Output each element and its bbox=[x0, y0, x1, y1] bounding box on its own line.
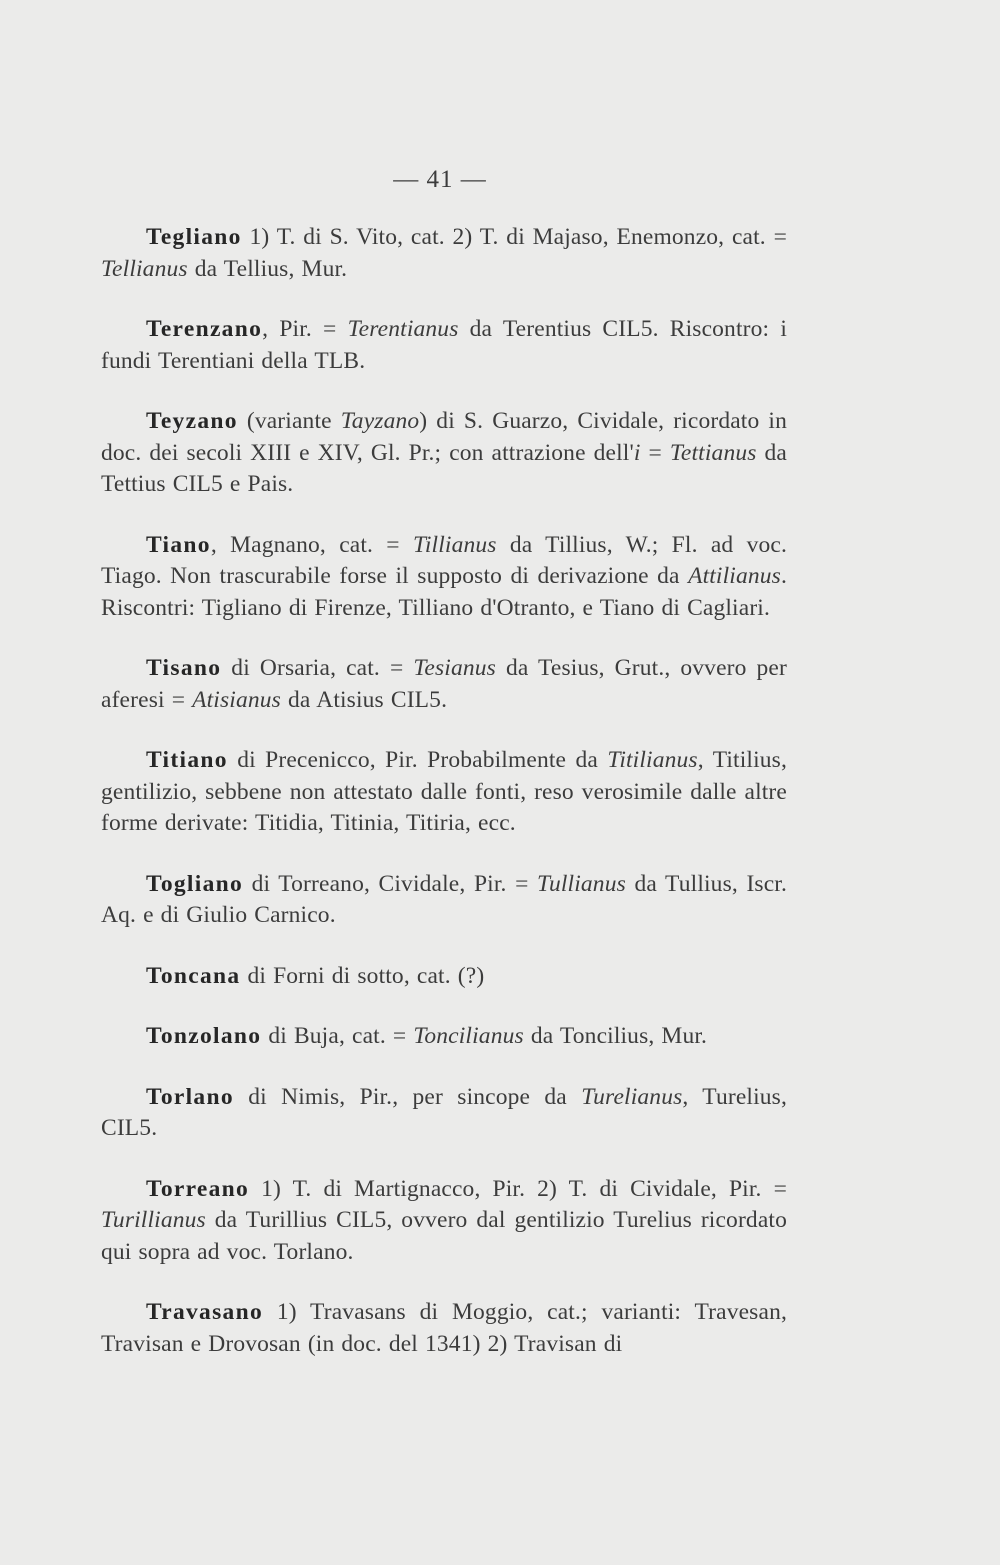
entry-text: da Tillius, W.; Fl. ad voc. Tiago. Non trascurabile forse il supposto di derivazione da bbox=[101, 531, 787, 589]
entry bbox=[101, 406, 787, 501]
entry-text: , Pir. = bbox=[262, 316, 348, 342]
entry-text: ) di S. Guarzo, Cividale, ricordato in doc. dei secoli XIII e XIV, Gl. Pr.; con attrazione dell' bbox=[101, 408, 787, 466]
entry-text: di Buja, cat. = bbox=[261, 1023, 414, 1049]
entry-headword: Tiano bbox=[146, 531, 211, 558]
entry-text: da Toncilius, Mur. bbox=[523, 1023, 708, 1049]
entry-text: . Riscontri: Tigliano di Firenze, Tilliano d'Otranto, e Tiano di Cagliari. bbox=[101, 563, 787, 621]
page-number: — 41 — bbox=[393, 166, 487, 193]
entry-text: = bbox=[640, 439, 670, 466]
entry-text: da Tellius, Mur. bbox=[187, 255, 348, 282]
latin-form: i bbox=[633, 439, 641, 466]
latin-form: Tettianus bbox=[669, 439, 757, 466]
entry-headword: Teyzano bbox=[146, 408, 238, 434]
latin-form: Attilianus bbox=[688, 563, 781, 589]
entry-text: di Orsaria, cat. = bbox=[221, 655, 414, 681]
latin-form: Turillianus bbox=[101, 1207, 206, 1233]
entry bbox=[101, 869, 787, 932]
entry-headword: Titiano bbox=[146, 747, 228, 773]
entry-text: di Forni di sotto, cat. (?) bbox=[240, 962, 485, 989]
latin-form: Titilianus bbox=[607, 747, 698, 773]
entry bbox=[101, 653, 787, 716]
entry-text: da Atisius CIL5. bbox=[280, 686, 448, 713]
entry-headword: Torreano bbox=[146, 1175, 250, 1202]
entry-headword: Tonzolano bbox=[146, 1023, 262, 1049]
entry-headword: Tisano bbox=[146, 655, 222, 681]
entry bbox=[101, 222, 787, 285]
latin-form: Tesianus bbox=[413, 655, 496, 681]
entry-text: , Titilius, gentilizio, sebbene non attestato dalle fonti, reso verosimile dalle altre forme derivate: Titidia, Titinia, Titiria, ecc. bbox=[101, 747, 787, 836]
entry bbox=[101, 1174, 787, 1269]
entry-headword: Toncana bbox=[146, 962, 241, 989]
entry-text: 1) T. di S. Vito, cat. 2) T. di Majaso, Enemonzo, cat. = bbox=[241, 224, 787, 250]
latin-form: Toncilianus bbox=[413, 1023, 524, 1049]
entry-text: di Nimis, Pir., per sincope da bbox=[233, 1083, 582, 1110]
entry bbox=[101, 530, 787, 625]
latin-form: Tullianus bbox=[537, 870, 626, 897]
entry-text: (variante bbox=[237, 408, 341, 434]
entry-text: da Tettius CIL5 e Pais. bbox=[101, 439, 787, 497]
entry-text: 1) Travasans di Moggio, cat.; varianti: Travesan, Travisan e Drovosan (in doc. del 1341) 2) Travisan di bbox=[101, 1299, 787, 1357]
gazetteer-entries bbox=[101, 222, 787, 1389]
entry-text: 1) T. di Martignacco, Pir. 2) T. di Cividale, Pir. = bbox=[249, 1175, 787, 1202]
entry bbox=[101, 961, 787, 993]
entry-text: da Turillius CIL5, ovvero dal gentilizio Turelius ricordato qui sopra ad voc. Torlano. bbox=[101, 1207, 787, 1265]
entry-text: da Terentius CIL5. Riscontro: i fundi Terentiani della TLB. bbox=[101, 316, 787, 374]
entry bbox=[101, 1082, 787, 1145]
entry-text: da Tesius, Grut., ovvero per aferesi = bbox=[101, 655, 787, 713]
entry-headword: Torlano bbox=[146, 1083, 234, 1110]
entry bbox=[101, 1297, 787, 1360]
latin-form: Terentianus bbox=[347, 316, 459, 342]
entry bbox=[101, 745, 787, 840]
entry-headword: Terenzano bbox=[146, 316, 263, 342]
entry-headword: Travasano bbox=[146, 1299, 264, 1325]
latin-form: Turelianus bbox=[581, 1083, 683, 1110]
latin-form: Tayzano bbox=[340, 408, 420, 434]
latin-form: Tillianus bbox=[412, 531, 497, 558]
latin-form: Atisianus bbox=[192, 686, 281, 713]
latin-form: Tellianus bbox=[101, 255, 188, 282]
entry-text: , Magnano, cat. = bbox=[210, 531, 413, 558]
entry-text: di Torreano, Cividale, Pir. = bbox=[243, 870, 538, 897]
entry bbox=[101, 314, 787, 377]
entry-headword: Tegliano bbox=[146, 224, 242, 250]
entry-headword: Togliano bbox=[146, 870, 244, 897]
entry-text: di Precenicco, Pir. Probabilmente da bbox=[227, 747, 608, 773]
entry-text: da Tullius, Iscr. Aq. e di Giulio Carnico. bbox=[101, 870, 787, 928]
entry-text: , Turelius, CIL5. bbox=[101, 1083, 788, 1141]
entry bbox=[101, 1021, 787, 1053]
